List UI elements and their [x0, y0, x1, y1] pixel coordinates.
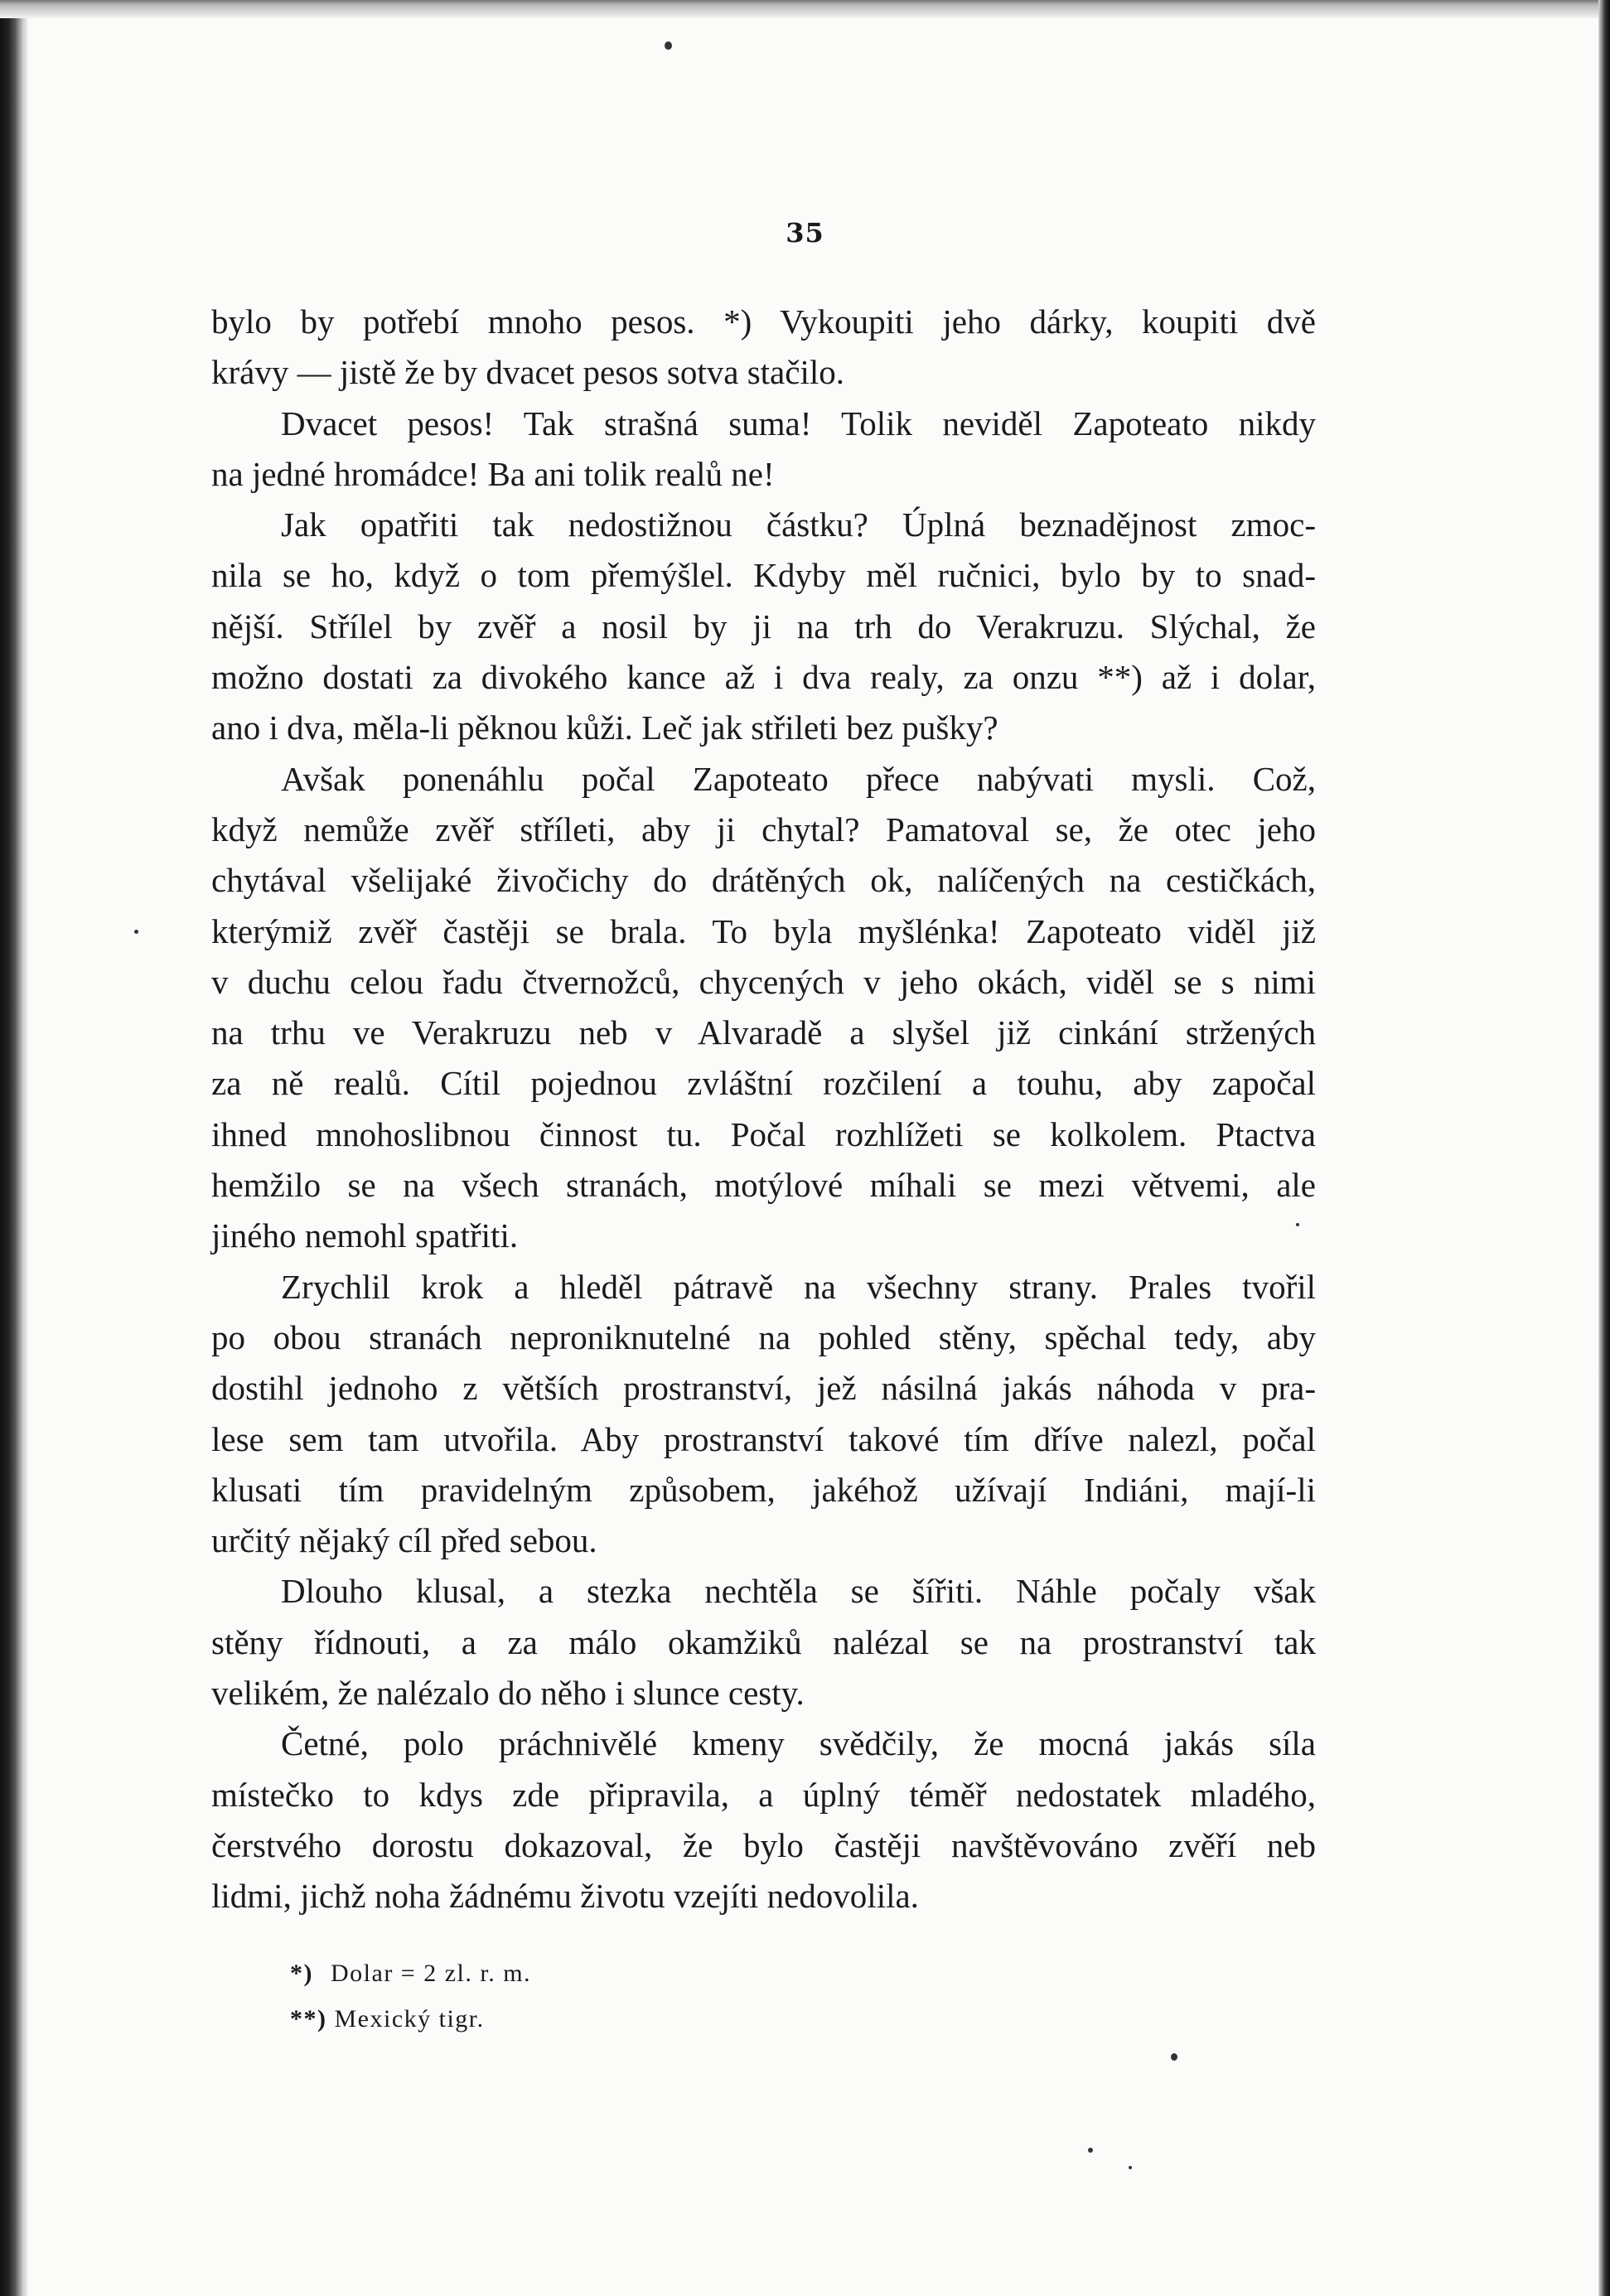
print-speck [665, 41, 672, 50]
body-text [211, 297, 1316, 1922]
paragraph [211, 500, 1316, 753]
text-line: bylo by potřebí mnoho pesos. *) Vykoupiti jeho dárky, koupiti dvě [211, 302, 1316, 341]
text-line: určitý nějaký cíl před sebou. [211, 1521, 597, 1560]
text-line: na jedné hromádce! Ba ani tolik realů ne! [211, 454, 775, 493]
text-line: Avšak ponenáhlu počal Zapoteato přece nabývati mysli. Což, [281, 759, 1316, 798]
text-line: za ně realů. Cítil pojednou zvláštní rozčilení a touhu, aby započal [211, 1064, 1316, 1103]
text-line: jiného nemohl spatřiti. [211, 1216, 519, 1255]
text-line: Jak opatřiti tak nedostižnou částku? Úplná beznadějnost zmoc- [281, 505, 1316, 544]
text-line: když nemůže zvěř stříleti, aby ji chytal? Pamatoval se, že otec jeho [211, 810, 1316, 848]
text-line: Zrychlil krok a hleděl pátravě na všechny strany. Prales tvořil [281, 1267, 1316, 1306]
text-line: nila se ho, když o tom přemýšlel. Kdyby měl ručnici, bylo by to snad- [211, 556, 1316, 595]
paragraph [211, 297, 1316, 399]
paragraph [211, 1566, 1316, 1718]
text-line: místečko to kdys zde připravila, a úplný téměř nedostatek mladého, [211, 1775, 1316, 1814]
text-line: lese sem tam utvořila. Aby prostranství takové tím dříve nalezl, počal [211, 1419, 1316, 1458]
print-speck [134, 930, 138, 934]
text-line: ano i dva, měla-li pěknou kůži. Leč jak střileti bez pušky? [211, 708, 998, 747]
footnotes [290, 1950, 870, 2042]
text-line: velikém, že nalézalo do něho i slunce cesty. [211, 1674, 805, 1713]
text-line: hemžilo se na všech stranách, motýlové míhali se mezi větvemi, ale [211, 1166, 1316, 1205]
text-line: kterýmiž zvěř častěji se brala. To byla myšlénka! Zapoteato viděl již [211, 911, 1316, 950]
text-line: Dlouho klusal, a stezka nechtěla se šířiti. Náhle počaly však [281, 1572, 1316, 1611]
text-line: lidmi, jichž noha žádnému životu vzejíti nedovolila. [211, 1877, 919, 1916]
footnote-mark: **) [290, 2005, 327, 2033]
text-line: v duchu celou řadu čtvernožců, chycených v jeho okách, viděl se s nimi [211, 962, 1316, 1001]
footnote [290, 1950, 870, 1996]
text-line: po obou stranách neproniknutelné na pohled stěny, spěchal tedy, aby [211, 1317, 1316, 1356]
print-speck [1171, 2053, 1177, 2061]
text-line: klusati tím pravidelným způsobem, jakéhož užívají Indiáni, mají-li [211, 1470, 1316, 1509]
text-line: Dvacet pesos! Tak strašná suma! Tolik neviděl Zapoteato nikdy [281, 404, 1316, 442]
page-top-edge [0, 0, 1610, 18]
paragraph [211, 1718, 1316, 1921]
text-line: Četné, polo práchnivělé kmeny svědčily, že mocná jakás síla [281, 1724, 1316, 1763]
text-line: dostihl jednoho z větších prostranství, jež násilná jakás náhoda v pra- [211, 1369, 1316, 1408]
text-line: chytával všelijaké živočichy do drátěných ok, nalíčených na cestičkách, [211, 861, 1316, 900]
paragraph [211, 754, 1316, 1262]
footnote-text: Dolar = 2 zl. r. m. [331, 1960, 532, 1987]
page-number: 35 [786, 217, 824, 249]
footnote-mark: *) [290, 1960, 313, 1987]
text-line: na trhu ve Verakruzu neb v Alvaradě a slyšel již cinkání stržených [211, 1013, 1316, 1052]
text-line: nější. Střílel by zvěř a nosil by ji na trh do Verakruzu. Slýchal, že [211, 607, 1316, 645]
text-line: čerstvého dorostu dokazoval, že bylo častěji navštěvováno zvěří neb [211, 1825, 1316, 1864]
text-line: ihned mnohoslibnou činnost tu. Počal rozhlížeti se kolkolem. Ptactva [211, 1114, 1316, 1153]
text-line: možno dostati za divokého kance až i dva realy, za onzu **) až i dolar, [211, 658, 1316, 697]
print-speck [1088, 2148, 1093, 2153]
text-line: krávy — jistě že by dvacet pesos sotva stačilo. [211, 353, 844, 392]
page-right-edge [1598, 0, 1610, 2296]
footnote [290, 1996, 870, 2042]
paragraph [211, 399, 1316, 500]
paragraph [211, 1262, 1316, 1567]
page-left-binding-edge [0, 0, 28, 2296]
footnote-text: Mexický tigr. [334, 2005, 485, 2033]
text-line: stěny řídnouti, a za málo okamžiků nalézal se na prostranství tak [211, 1622, 1316, 1661]
print-speck [1129, 2166, 1132, 2169]
